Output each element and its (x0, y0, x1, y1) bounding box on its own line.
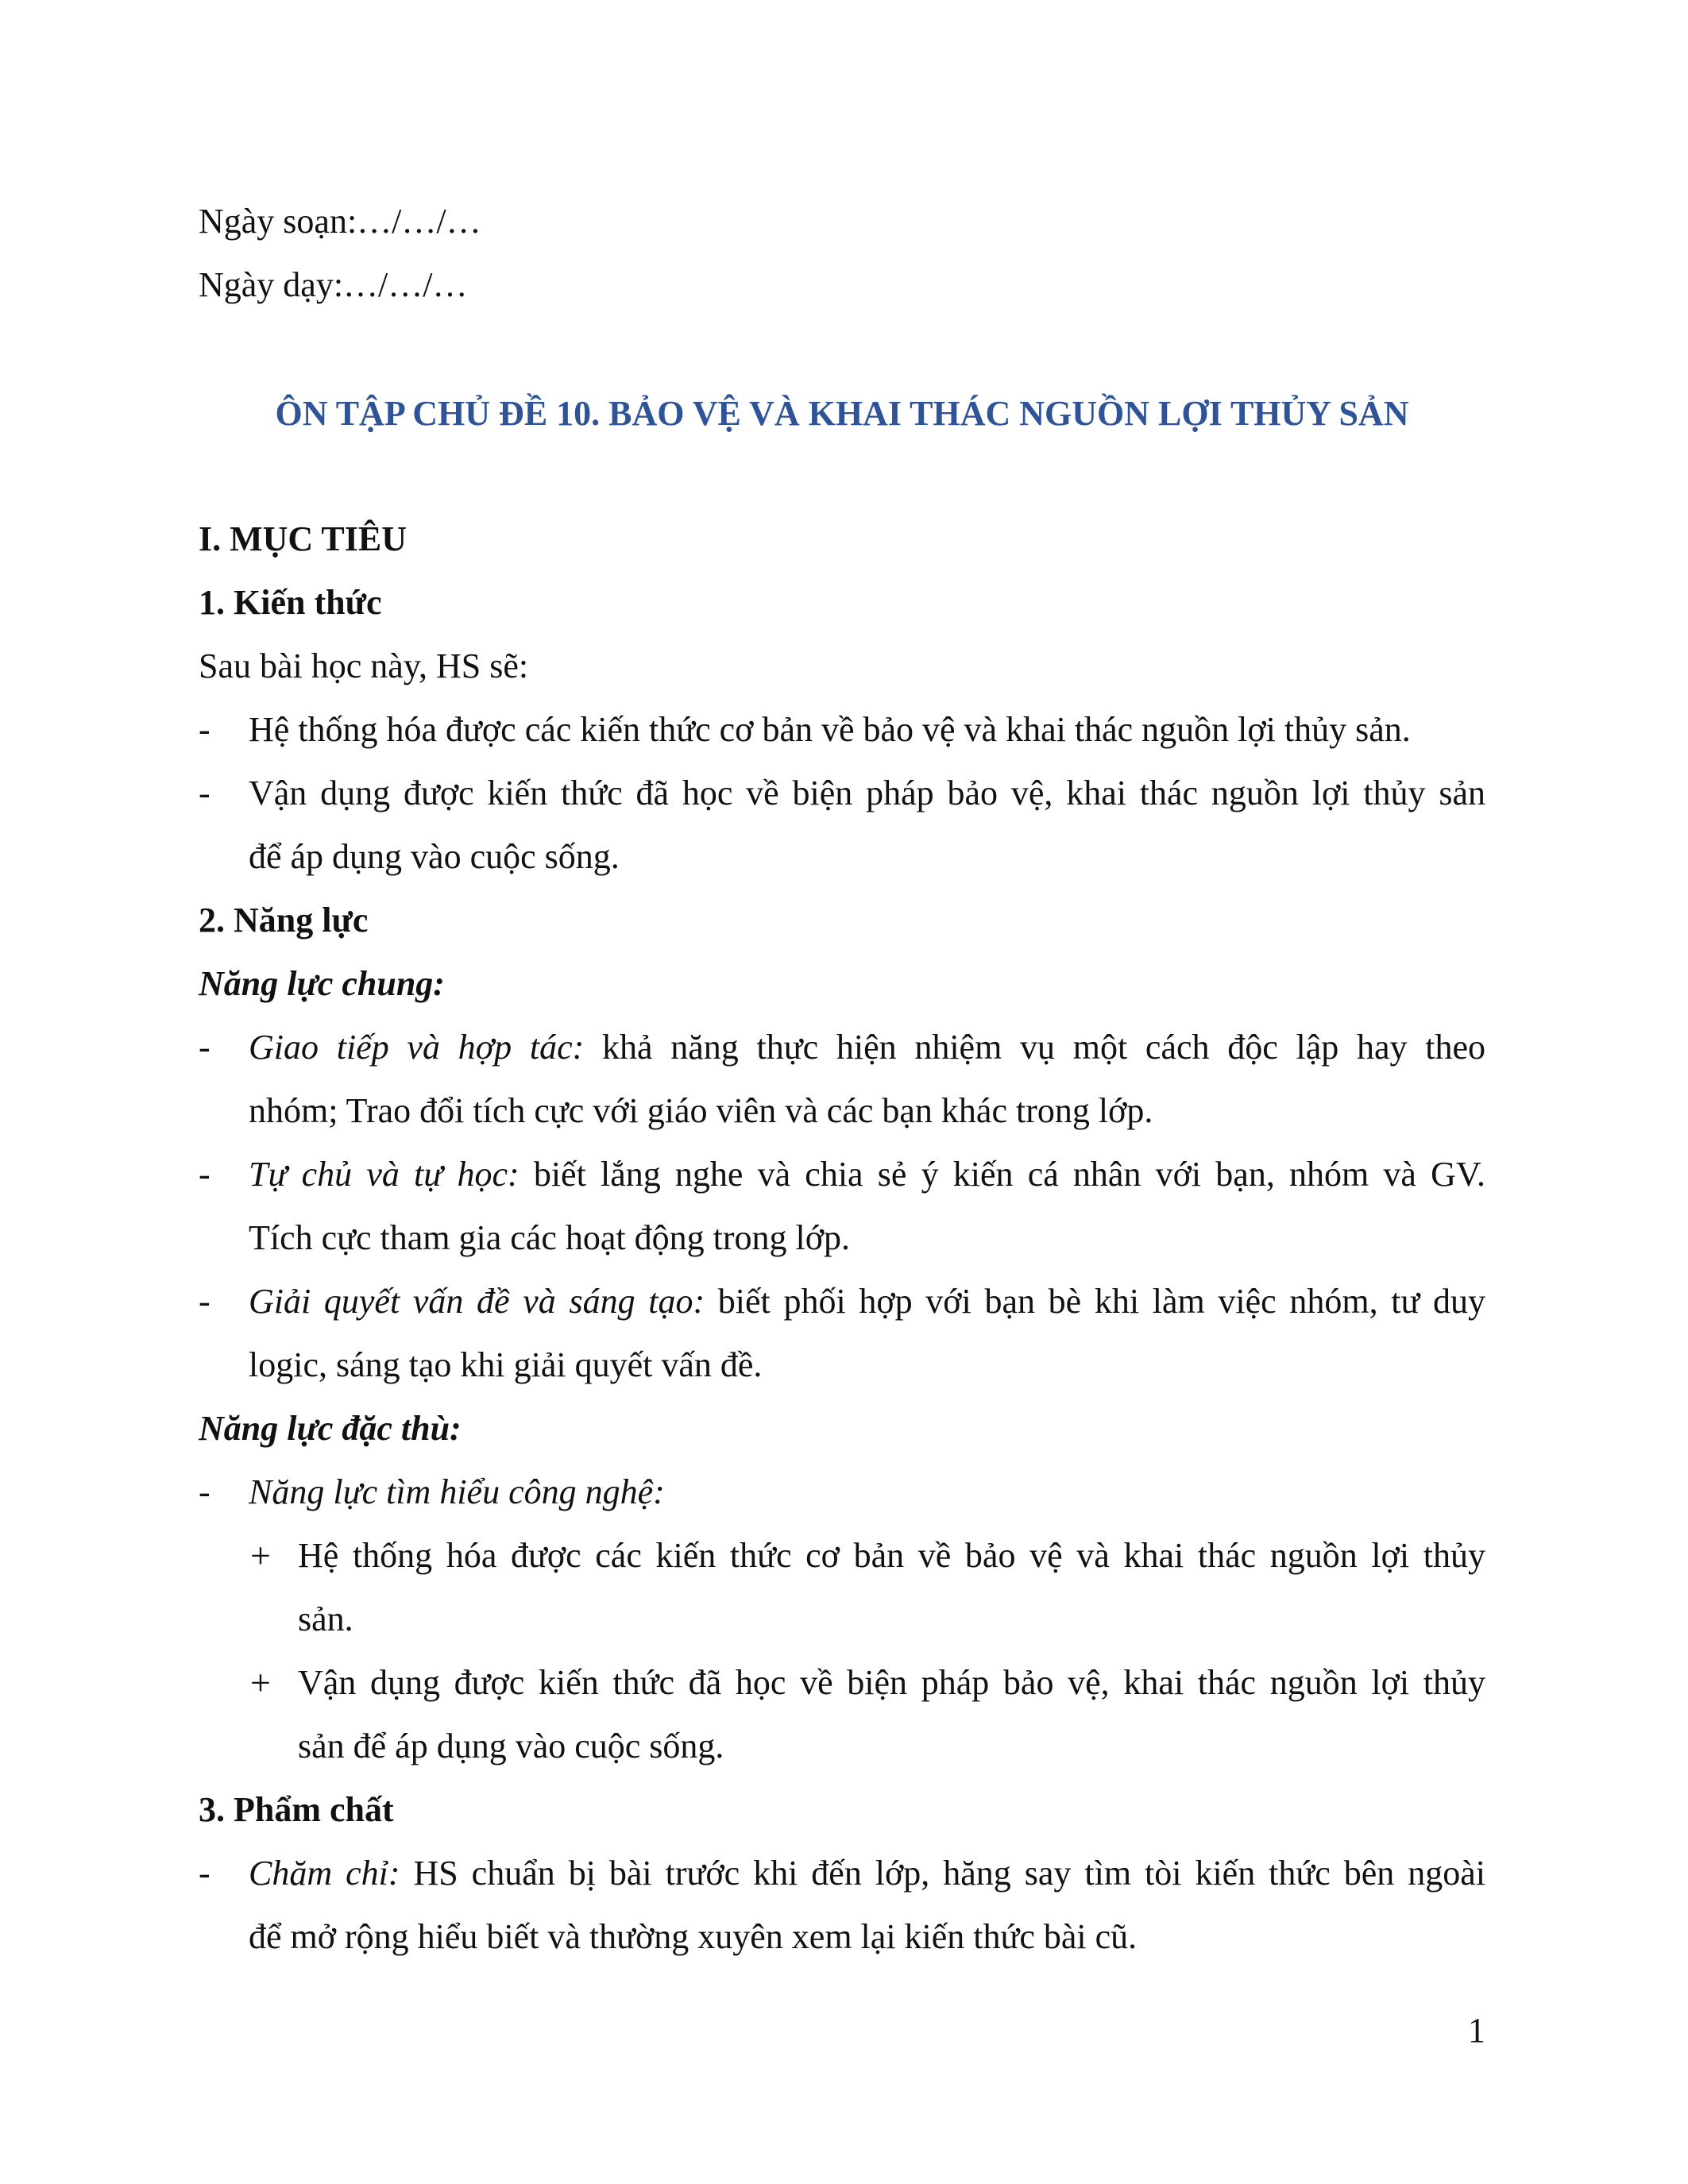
dash-bullet: - (199, 1472, 211, 1511)
dash-bullet: - (199, 1028, 211, 1067)
dash-bullet: - (199, 1155, 211, 1194)
page-number: 1 (1468, 2011, 1485, 2050)
plus-bullet: + (250, 1535, 271, 1576)
subheading-nang-luc: 2. Năng lực (199, 901, 369, 940)
dash-bullet: - (199, 1282, 211, 1321)
subheading-nang-luc-chung: Năng lực chung: (199, 964, 445, 1003)
document-title: ÔN TẬP CHỦ ĐỀ 10. BẢO VỆ VÀ KHAI THÁC NGUỒN LỢI THỦY SẢN (275, 394, 1409, 433)
plus-bullet: + (250, 1662, 271, 1703)
ngay-day: Ngày dạy:…/…/… (199, 265, 468, 304)
dash-bullet: - (199, 774, 211, 812)
ngay-soan: Ngày soạn:…/…/… (199, 202, 481, 241)
subheading-kien-thuc: 1. Kiến thức (199, 583, 382, 622)
dash-bullet: - (199, 1854, 211, 1893)
dash-bullet: - (199, 710, 211, 749)
subheading-pham-chat: 3. Phẩm chất (199, 1790, 394, 1829)
intro-text: Sau bài học này, HS sẽ: (199, 646, 529, 685)
section-heading-muc-tieu: I. MỤC TIÊU (199, 519, 408, 558)
subheading-nang-luc-dac-thu: Năng lực đặc thù: (199, 1409, 462, 1448)
